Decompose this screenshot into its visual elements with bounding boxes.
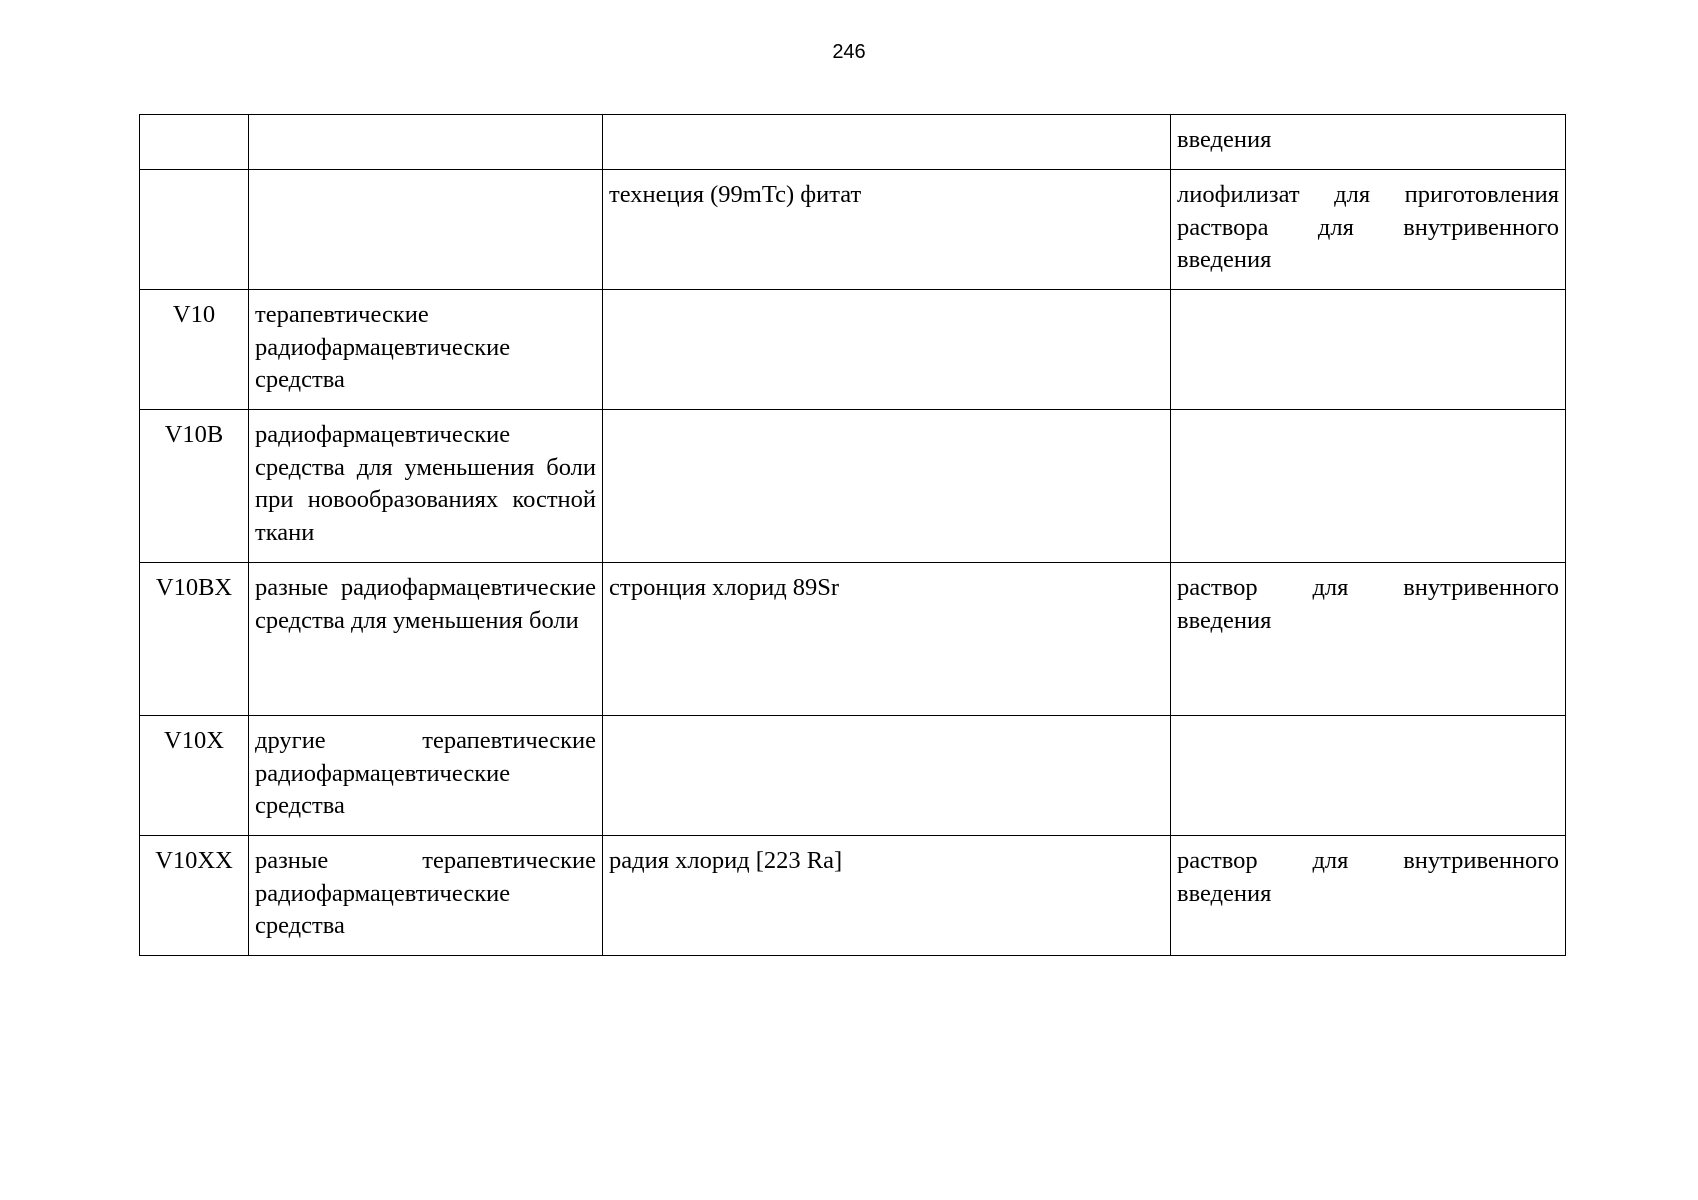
substance-cell [603,410,1171,563]
group-name-cell: другие терапевтические радиофармацевтические средства [249,716,603,836]
dosage-form-cell: лиофилизат для приготовления раствора для внутривенного введения [1171,170,1566,290]
page-number: 246 [832,41,866,63]
group-name-cell: разные терапевтические радиофармацевтические средства [249,836,603,956]
atc-code-cell [140,115,249,170]
atc-code-cell: V10XX [140,836,249,956]
dosage-form-cell: раствор для внутривенного введения [1171,836,1566,956]
table-row [140,170,1566,290]
atc-code-cell: V10BX [140,563,249,716]
group-name-cell: радиофармацевтические средства для уменьшения боли при новообразованиях костной ткани [249,410,603,563]
dosage-form-cell: раствор для внутривенного введения [1171,563,1566,716]
dosage-form-cell [1171,410,1566,563]
table-row [140,115,1566,170]
substance-cell: радия хлорид [223 Ra] [603,836,1171,956]
group-name-cell: терапевтические радиофармацевтические средства [249,290,603,410]
substance-cell [603,115,1171,170]
table-row [140,716,1566,836]
substance-cell: стронция хлорид 89Sr [603,563,1171,716]
substance-cell: технеция (99mTc) фитат [603,170,1171,290]
substance-cell [603,716,1171,836]
dosage-form-cell: введения [1171,115,1566,170]
dosage-form-cell [1171,716,1566,836]
atc-code-cell: V10 [140,290,249,410]
atc-code-cell: V10X [140,716,249,836]
group-name-cell [249,115,603,170]
group-name-cell: разные радиофармацевтические средства для уменьшения боли [249,563,603,716]
atc-code-cell: V10B [140,410,249,563]
table-row [140,563,1566,716]
drug-classification-table [139,114,1566,956]
substance-cell [603,290,1171,410]
table-row [140,410,1566,563]
dosage-form-cell [1171,290,1566,410]
group-name-cell [249,170,603,290]
table-row [140,836,1566,956]
table-row [140,290,1566,410]
atc-code-cell [140,170,249,290]
